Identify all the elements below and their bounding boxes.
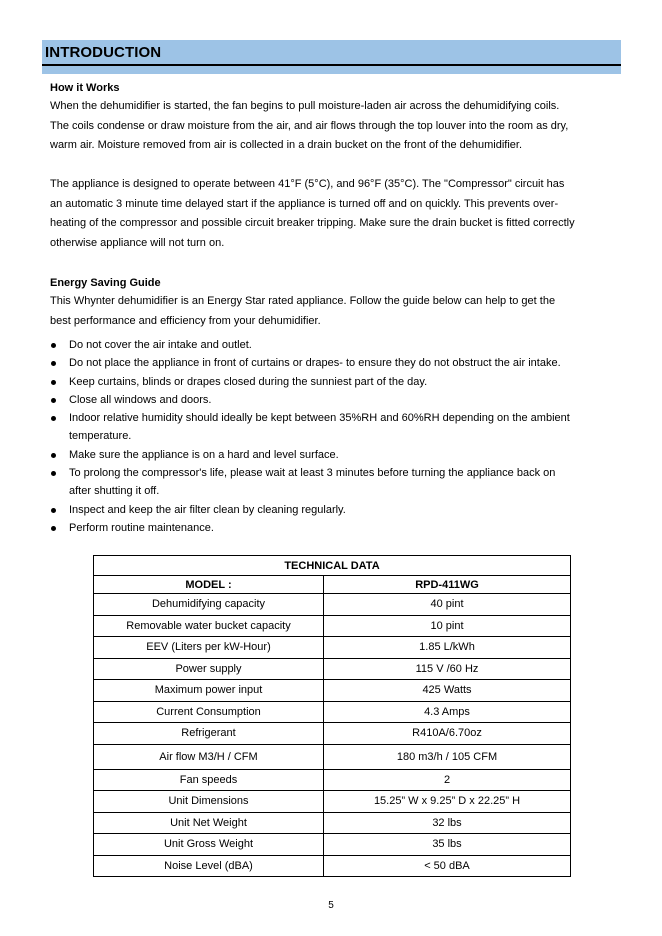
spec-label: Removable water bucket capacity: [94, 615, 324, 637]
table-row: [94, 744, 571, 769]
spec-label: Fan speeds: [94, 769, 324, 791]
table-row: [94, 615, 571, 637]
spec-label: Unit Gross Weight: [94, 834, 324, 856]
bullet-icon: [51, 453, 56, 458]
energy-tips-list: [50, 336, 620, 537]
bullet-icon: [51, 380, 56, 385]
spec-label: Unit Net Weight: [94, 812, 324, 834]
content-body: [50, 79, 620, 537]
table-row: [94, 658, 571, 680]
spec-value: R410A/6.70oz: [324, 723, 571, 745]
how-it-works-paragraph-1: [50, 97, 620, 156]
spec-value: 1.85 L/kWh: [324, 637, 571, 659]
table-row: [94, 855, 571, 877]
table-header-cell: RPD-411WG: [324, 576, 571, 594]
spec-label: Noise Level (dBA): [94, 855, 324, 877]
spec-value: 180 m3/h / 105 CFM: [324, 744, 571, 769]
spec-value: 425 Watts: [324, 680, 571, 702]
spec-label: EEV (Liters per kW-Hour): [94, 637, 324, 659]
page-number: 5: [328, 900, 334, 911]
text-line: heating of the compressor and possible circuit breaker tripping. Make sure the drain bucket is fitted correctly: [50, 217, 575, 229]
spec-label: Current Consumption: [94, 701, 324, 723]
spec-value: 35 lbs: [324, 834, 571, 856]
spec-value: 4.3 Amps: [324, 701, 571, 723]
list-item: Make sure the appliance is on a hard and level surface.: [50, 446, 620, 464]
text-line: an automatic 3 minute time delayed start if the appliance is turned off and on quickly. This prevents over-: [50, 197, 559, 210]
text-line: This Whynter dehumidifier is an Energy Star rated appliance. Follow the guide below can help to get the: [50, 295, 556, 307]
table-row: [94, 791, 571, 813]
list-item: Perform routine maintenance.: [50, 519, 620, 537]
spec-label: Maximum power input: [94, 680, 324, 702]
spec-label: Unit Dimensions: [94, 791, 324, 813]
table-row: [94, 637, 571, 659]
list-item: Inspect and keep the air filter clean by cleaning regularly.: [50, 501, 620, 519]
section-header-underline: [42, 66, 621, 74]
text-line: The appliance is designed to operate between 41°F (5°C), and 96°F (35°C). The "Compressor" circuit has: [50, 178, 565, 190]
spec-label: Dehumidifying capacity: [94, 594, 324, 616]
text-line: warm air. Moisture removed from air is collected in a drain bucket on the front of the dehumidifier.: [50, 139, 522, 151]
bullet-icon: [51, 343, 56, 348]
spec-label: Air flow M3/H / CFM: [94, 744, 324, 769]
bullet-icon: [51, 526, 56, 531]
table-row: [94, 723, 571, 745]
bullet-icon: [51, 471, 56, 476]
list-item: Indoor relative humidity should ideally be kept between 35%RH and 60%RH depending on the ambient temperature.: [50, 409, 620, 446]
spec-value: 15.25” W x 9.25” D x 22.25” H: [324, 791, 571, 813]
how-it-works-heading: How it Works: [50, 82, 120, 94]
bullet-icon: [51, 508, 56, 513]
table-row: [94, 834, 571, 856]
bullet-icon: [51, 361, 56, 366]
spec-value: 10 pint: [324, 615, 571, 637]
technical-data-table: [93, 555, 571, 877]
list-item: Do not place the appliance in front of curtains or drapes- to ensure they do not obstruct the air intake.: [50, 354, 620, 372]
bullet-icon: [51, 398, 56, 403]
list-item: Keep curtains, blinds or drapes closed during the sunniest part of the day.: [50, 373, 620, 391]
spec-label: Power supply: [94, 658, 324, 680]
spec-value: < 50 dBA: [324, 855, 571, 877]
table-row: [94, 769, 571, 791]
text-line: The coils condense or draw moisture from the air, and air flows through the top louver into the room as dry,: [50, 119, 569, 132]
text-line: best performance and efficiency from your dehumidifier.: [50, 314, 321, 327]
table-row: [94, 812, 571, 834]
text-line: otherwise appliance will not turn on.: [50, 236, 225, 249]
table-row: [94, 594, 571, 616]
spec-value: 40 pint: [324, 594, 571, 616]
table-header-row: [94, 576, 571, 594]
spec-value: 2: [324, 769, 571, 791]
section-title: INTRODUCTION: [45, 44, 162, 61]
table-row: [94, 701, 571, 723]
text-line: When the dehumidifier is started, the fan begins to pull moisture-laden air across the dehumidifying coils.: [50, 100, 560, 112]
spec-value: 115 V /60 Hz: [324, 658, 571, 680]
list-item: Do not cover the air intake and outlet.: [50, 336, 620, 354]
energy-intro-paragraph: [50, 292, 620, 331]
list-item: Close all windows and doors.: [50, 391, 620, 409]
section-header-bar: [42, 40, 621, 66]
energy-saving-heading: Energy Saving Guide: [50, 277, 161, 289]
how-it-works-paragraph-2: [50, 175, 620, 253]
table-caption: TECHNICAL DATA: [94, 556, 571, 576]
table-row: [94, 680, 571, 702]
spec-label: Refrigerant: [94, 723, 324, 745]
spec-value: 32 lbs: [324, 812, 571, 834]
bullet-icon: [51, 416, 56, 421]
table-header-cell: MODEL :: [94, 576, 324, 594]
list-item: To prolong the compressor's life, please wait at least 3 minutes before turning the appliance back on after shutting it off.: [50, 464, 620, 501]
